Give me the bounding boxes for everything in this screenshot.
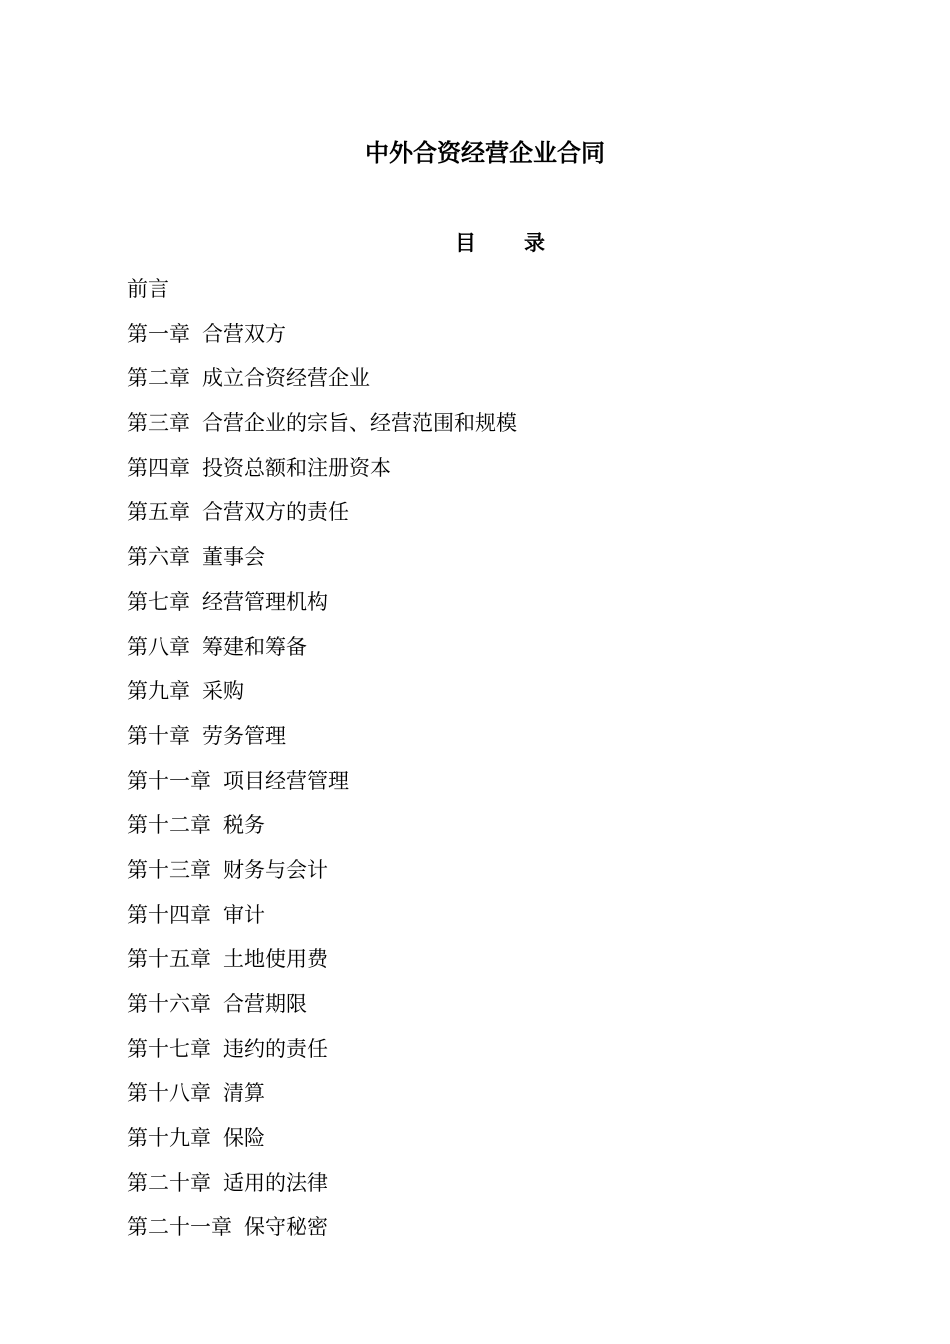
- toc-chapter-number: 第十八章: [127, 1081, 211, 1106]
- toc-item-chapter-20[interactable]: [127, 1166, 517, 1211]
- toc-item-chapter-18[interactable]: [127, 1076, 517, 1121]
- toc-chapter-number: 第五章: [127, 500, 190, 525]
- toc-item-chapter-5[interactable]: [127, 495, 517, 540]
- toc-item-chapter-3[interactable]: [127, 406, 517, 451]
- toc-chapter-title: 劳务管理: [202, 723, 286, 748]
- toc-chapter-title: 筹建和筹备: [202, 634, 307, 659]
- toc-item-chapter-19[interactable]: [127, 1121, 517, 1166]
- toc-chapter-number: 第十九章: [127, 1126, 211, 1151]
- toc-chapter-title: 合营双方: [202, 321, 286, 346]
- toc-chapter-number: 第二章: [127, 366, 190, 391]
- table-of-contents: [127, 272, 517, 1255]
- toc-chapter-number: 第三章: [127, 411, 190, 436]
- toc-chapter-title: 成立合资经营企业: [202, 366, 370, 391]
- toc-chapter-number: 第十一章: [127, 768, 211, 793]
- toc-chapter-number: 第十六章: [127, 992, 211, 1016]
- toc-chapter-number: 第六章: [127, 545, 190, 570]
- toc-chapter-title: 投资总额和注册资本: [202, 455, 391, 480]
- toc-chapter-number: 第十章: [127, 723, 190, 748]
- toc-chapter-number: 第九章: [127, 679, 190, 704]
- toc-chapter-number: 第一章: [127, 321, 190, 346]
- toc-item-preface[interactable]: [127, 272, 517, 317]
- toc-chapter-number: 第二十章: [127, 1170, 211, 1195]
- toc-item-chapter-11[interactable]: [127, 764, 517, 809]
- toc-chapter-number: 第十七章: [127, 1036, 211, 1061]
- toc-chapter-title: 采购: [202, 679, 244, 704]
- toc-item-chapter-14[interactable]: [127, 898, 517, 943]
- toc-item-chapter-6[interactable]: [127, 540, 517, 585]
- toc-chapter-number: 第二十一章: [127, 1215, 232, 1240]
- toc-item-chapter-8[interactable]: [127, 630, 517, 675]
- toc-chapter-number: 第八章: [127, 634, 190, 659]
- toc-chapter-title: 董事会: [202, 545, 265, 570]
- toc-chapter-number: 第七章: [127, 589, 190, 614]
- toc-item-chapter-2[interactable]: [127, 361, 517, 406]
- toc-chapter-number: 第十二章: [127, 813, 211, 838]
- toc-item-chapter-10[interactable]: [127, 719, 517, 764]
- toc-item-chapter-12[interactable]: [127, 808, 517, 853]
- toc-chapter-title: 财务与会计: [223, 857, 328, 882]
- toc-chapter-title: 税务: [223, 813, 265, 838]
- toc-heading-char-1: 目: [455, 231, 476, 255]
- toc-chapter-title: 经营管理机构: [202, 589, 328, 614]
- toc-chapter-title: 保险: [223, 1126, 265, 1151]
- toc-chapter-number: 第十五章: [127, 947, 211, 972]
- toc-item-chapter-9[interactable]: [127, 674, 517, 719]
- toc-chapter-title: 适用的法律: [223, 1170, 328, 1195]
- toc-chapter-title: 合营企业的宗旨、经营范围和规模: [202, 411, 517, 436]
- toc-chapter-title: 保守秘密: [244, 1215, 328, 1240]
- toc-item-chapter-7[interactable]: [127, 585, 517, 630]
- toc-chapter-title: 土地使用费: [223, 947, 328, 972]
- toc-chapter-number: 第十三章: [127, 857, 211, 882]
- toc-item-chapter-16[interactable]: [127, 987, 517, 1032]
- toc-item-chapter-13[interactable]: [127, 853, 517, 898]
- toc-chapter-number: 前言: [127, 277, 169, 301]
- toc-item-chapter-21[interactable]: [127, 1210, 517, 1255]
- toc-item-chapter-1[interactable]: [127, 317, 517, 362]
- document-title: 中外合资经营企业合同: [365, 139, 605, 167]
- toc-chapter-title: 审计: [223, 902, 265, 927]
- toc-chapter-title: 合营双方的责任: [202, 500, 349, 525]
- toc-item-chapter-4[interactable]: [127, 451, 517, 496]
- toc-chapter-number: 第四章: [127, 455, 190, 480]
- toc-chapter-title: 项目经营管理: [223, 768, 349, 793]
- toc-heading: [455, 227, 545, 259]
- toc-item-chapter-17[interactable]: [127, 1032, 517, 1077]
- toc-chapter-title: 清算: [223, 1081, 265, 1106]
- toc-item-chapter-15[interactable]: [127, 942, 517, 987]
- toc-chapter-title: 合营期限: [223, 992, 307, 1016]
- toc-chapter-title: 违约的责任: [223, 1036, 328, 1061]
- toc-chapter-number: 第十四章: [127, 902, 211, 927]
- toc-heading-char-2: 录: [524, 231, 545, 255]
